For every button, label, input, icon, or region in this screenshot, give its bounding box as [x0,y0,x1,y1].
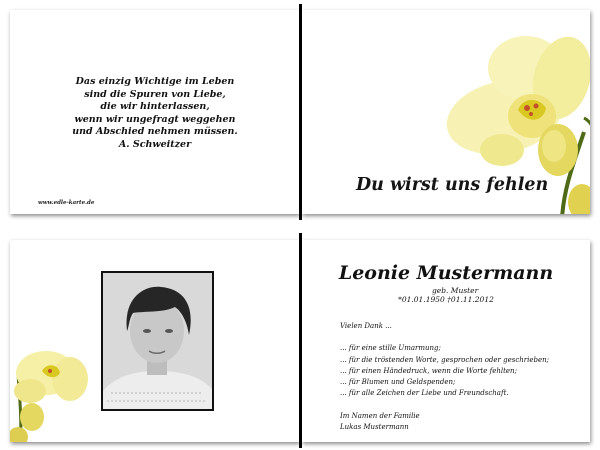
quote-line: und Abschied nehmen müssen. [72,126,238,138]
thanks-greeting: Vielen Dank ... [340,322,392,330]
quote-block [30,76,280,152]
thanks-line: ... für Blumen und Geldspenden; [340,378,456,386]
deceased-name: Leonie Mustermann [338,262,554,284]
orchid-flower-icon [10,345,90,442]
thanks-line: ... für einen Händedruck, wenn die Worte fehlten; [340,366,517,375]
signature: Lukas Mustermann [340,422,409,431]
thanks-line: ... für die tröstenden Worte, gesprochen oder geschrieben; [340,355,549,364]
thanks-panel [302,240,590,442]
maiden-name: geb. Muster [432,286,479,295]
portrait-photo-icon [103,273,212,409]
quote-author: A. Schweitzer [118,138,192,150]
cover-back-panel [10,10,299,214]
photo-panel [10,240,299,442]
cover-headline: Du wirst uns fehlen [356,175,549,195]
thanks-text [340,321,585,433]
quote-line: Das einzig Wichtige im Leben [75,76,235,87]
cover-front-panel [302,10,590,214]
portrait-photo [101,271,214,411]
thanks-line: ... für eine stille Umarmung; [340,344,441,353]
thanks-line: ... für alle Zeichen der Liebe und Freundschaft. [340,389,509,398]
quote-line: sind die Spuren von Liebe, [84,88,226,100]
website-link[interactable]: www.edle-karte.de [38,200,95,206]
closing-line: Im Namen der Familie [340,411,420,420]
quote-line: wenn wir ungefragt weggehen [74,113,236,125]
quote-line: die wir hinterlassen, [100,101,210,113]
life-dates: *01.01.1950 †01.11.2012 [398,295,494,304]
